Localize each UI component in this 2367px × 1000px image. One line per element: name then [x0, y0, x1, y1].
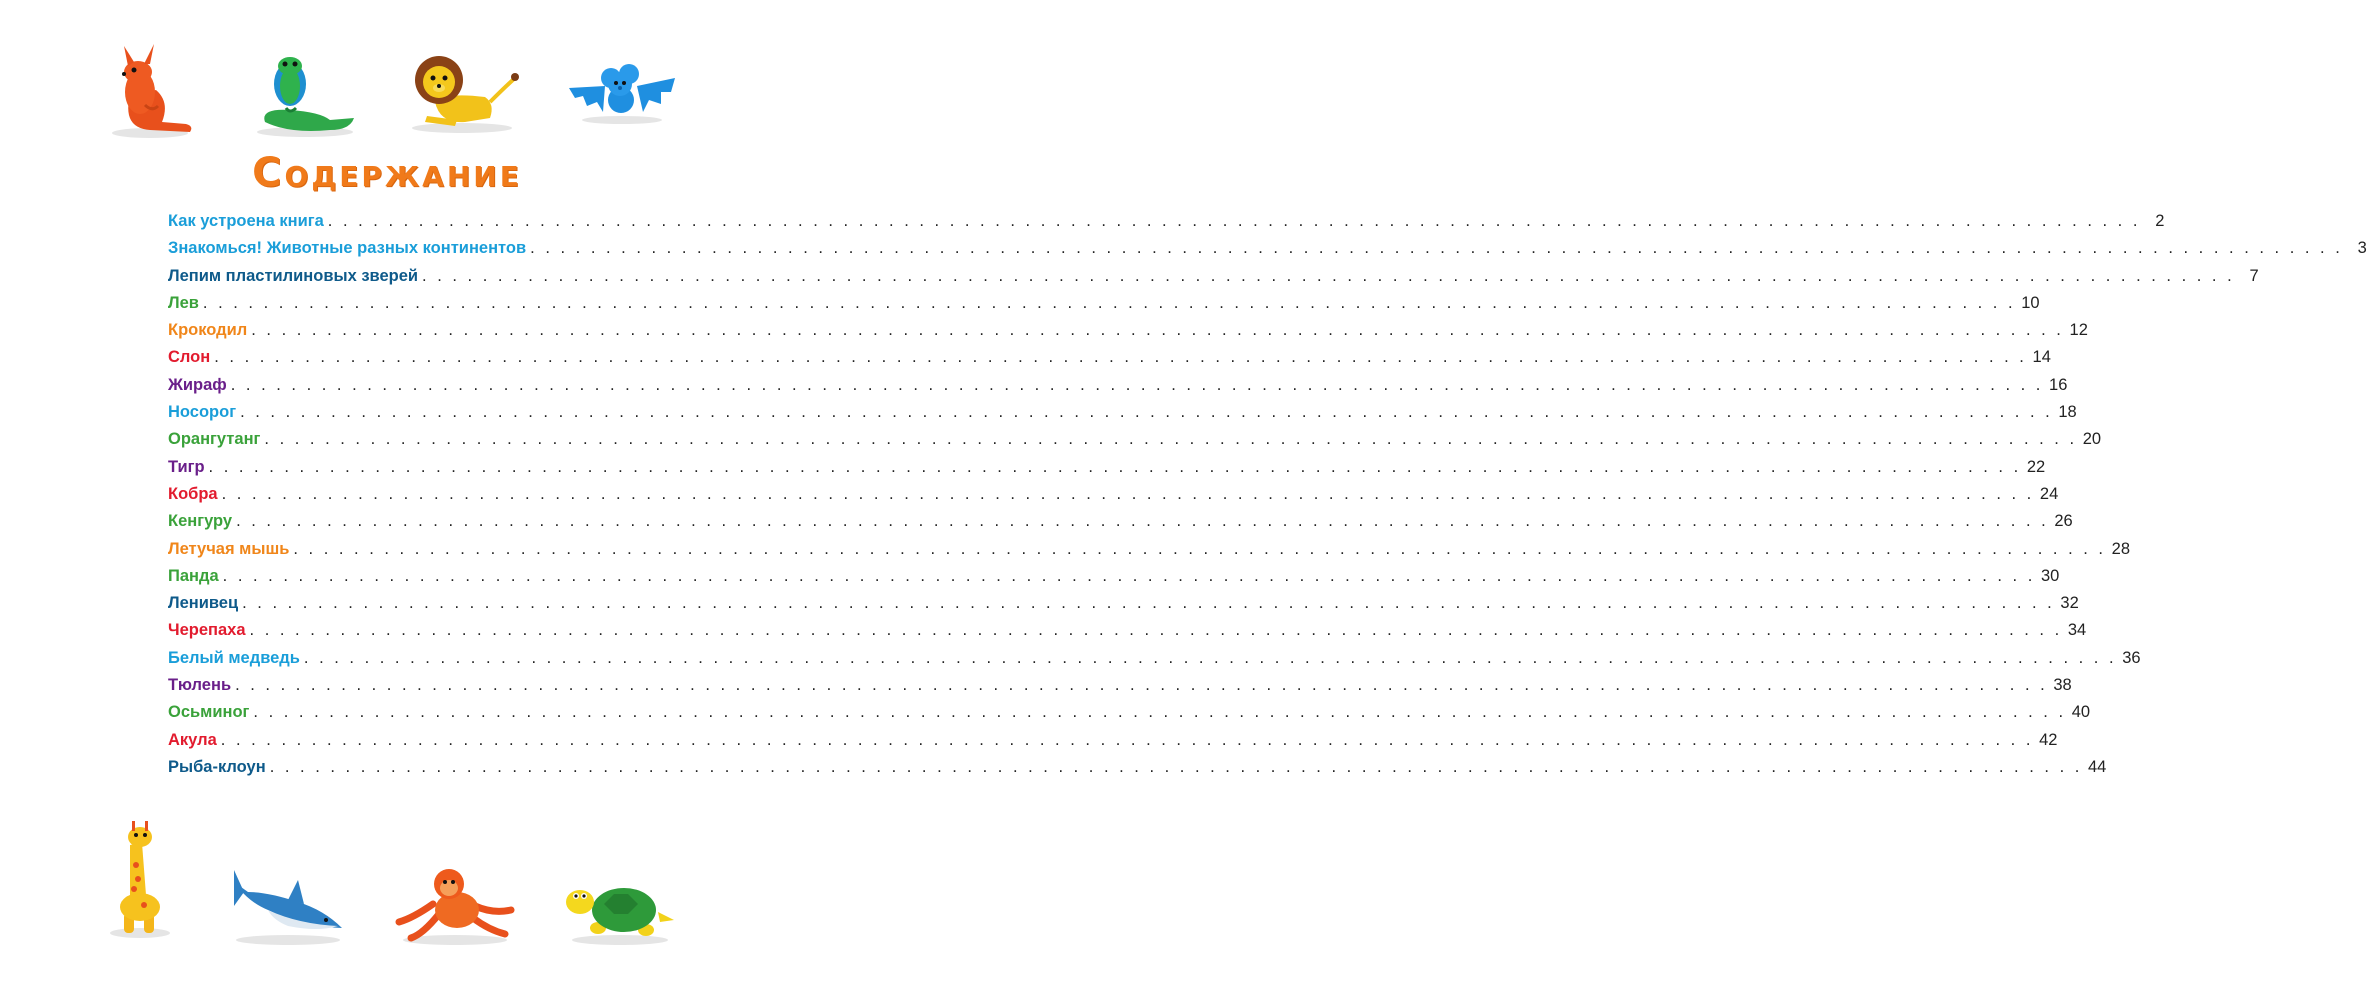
toc-entry-page: 28: [2111, 539, 2131, 558]
toc-entry-page: 2: [2155, 212, 2165, 230]
toc-entry-title: Слон: [168, 348, 211, 367]
toc-entry[interactable]: [168, 321, 2088, 348]
toc-entry[interactable]: [168, 375, 2068, 403]
toc-entry-page: 24: [2039, 484, 2059, 503]
toc-entry-page: 26: [2054, 512, 2073, 531]
toc-entry-page: 20: [2082, 430, 2102, 449]
toc-entry[interactable]: [168, 403, 2077, 430]
turtle-figure: [562, 872, 677, 947]
toc-entry-title: Кенгуру: [168, 512, 233, 531]
toc-entry[interactable]: [168, 676, 2072, 703]
toc-entry[interactable]: [168, 430, 2102, 457]
toc-entry-title: Как устроена книга: [168, 212, 324, 230]
toc-entry-page: 22: [2026, 457, 2046, 476]
toc-leader-dots: . . . . . . . . . . . . . . . . . . . . . . . . . . . . . . . . . . . . . . . . . . . . . . . . . . . . . . . . . . . . . . . . . . . . . . . . . . . . . . . . . . . . . . . . . . . . . . . . . . . . . . . . . . . . . . . . . . . . . . . .: [303, 648, 2117, 667]
toc-entry-title: Акула: [168, 730, 217, 749]
page-title: Содержание: [252, 150, 522, 196]
table-of-contents: [168, 212, 2367, 785]
toc-leader-dots: . . . . . . . . . . . . . . . . . . . . . . . . . . . . . . . . . . . . . . . . . . . . . . . . . . . . . . . . . . . . . . . . . . . . . . . . . . . . . . . . . . . . . . . . . . . . . . . . . . . . . . . . . . . . . . . . . . . . . . . .: [530, 239, 2343, 258]
toc-leader-dots: . . . . . . . . . . . . . . . . . . . . . . . . . . . . . . . . . . . . . . . . . . . . . . . . . . . . . . . . . . . . . . . . . . . . . . . . . . . . . . . . . . . . . . . . . . . . . . . . . . . . . . . . . . . . . . . . . . . . . . . .: [221, 484, 2035, 503]
toc-leader-dots: . . . . . . . . . . . . . . . . . . . . . . . . . . . . . . . . . . . . . . . . . . . . . . . . . . . . . . . . . . . . . . . . . . . . . . . . . . . . . . . . . . . . . . . . . . . . . . . . . . . . . . . . . . . . . . . . . . . . . . . .: [235, 676, 2048, 695]
toc-entry[interactable]: [168, 293, 2040, 321]
toc-leader-dots: . . . . . . . . . . . . . . . . . . . . . . . . . . . . . . . . . . . . . . . . . . . . . . . . . . . . . . . . . . . . . . . . . . . . . . . . . . . . . . . . . . . . . . . . . . . . . . . . . . . . . . . . . . . . . . . . . . . . . . . .: [327, 212, 2141, 230]
toc-leader-dots: . . . . . . . . . . . . . . . . . . . . . . . . . . . . . . . . . . . . . . . . . . . . . . . . . . . . . . . . . . . . . . . . . . . . . . . . . . . . . . . . . . . . . . . . . . . . . . . . . . . . . . . . . . . . . . . . . . . . . . . .: [230, 375, 2044, 394]
toc-entry-page: 42: [2039, 730, 2058, 749]
toc-entry[interactable]: [168, 512, 2073, 539]
toc-entry[interactable]: [168, 266, 2259, 294]
toc-entry-title: Тигр: [168, 457, 205, 476]
toc-entry[interactable]: [168, 703, 2091, 730]
toc-entry[interactable]: [168, 594, 2079, 621]
toc-entry[interactable]: [168, 457, 2046, 485]
toc-leader-dots: . . . . . . . . . . . . . . . . . . . . . . . . . . . . . . . . . . . . . . . . . . . . . . . . . . . . . . . . . . . . . . . . . . . . . . . . . . . . . . . . . . . . . . . . . . . . . . . . . . . . . . . . . . . . . . . . . . . . . . . .: [214, 348, 2027, 367]
toc-entry-title: Ленивец: [168, 594, 239, 613]
toc-entry[interactable]: [168, 239, 2367, 266]
toc-entry-title: Рыба-клоун: [168, 757, 266, 776]
shark-figure: [228, 862, 348, 947]
toc-entry-page: 32: [2060, 594, 2079, 613]
toc-entry-page: 30: [2040, 566, 2060, 585]
toc-leader-dots: . . . . . . . . . . . . . . . . . . . . . . . . . . . . . . . . . . . . . . . . . . . . . . . . . . . . . . . . . . . . . . . . . . . . . . . . . . . . . . . . . . . . . . . . . . . . . . . . . . . . . . . . . . . . . . . . . . . . . . . .: [264, 430, 2078, 449]
toc-entry-page: 16: [2049, 375, 2068, 394]
toc-entry[interactable]: [168, 539, 2131, 567]
toc-entry[interactable]: [168, 484, 2059, 512]
orangutan-figure: [393, 858, 518, 948]
toc-entry-title: Лепим пластилиновых зверей: [168, 266, 419, 285]
toc-leader-dots: . . . . . . . . . . . . . . . . . . . . . . . . . . . . . . . . . . . . . . . . . . . . . . . . . . . . . . . . . . . . . . . . . . . . . . . . . . . . . . . . . . . . . . . . . . . . . . . . . . . . . . . . . . . . . . . . . . . . . . . .: [249, 621, 2063, 640]
toc-entry-title: Панда: [168, 566, 219, 585]
toc-entry-title: Осьминог: [168, 703, 250, 722]
toc-entry-page: 7: [2249, 266, 2259, 285]
toc-leader-dots: . . . . . . . . . . . . . . . . . . . . . . . . . . . . . . . . . . . . . . . . . . . . . . . . . . . . . . . . . . . . . . . . . . . . . . . . . . . . . . . . . . . . . . . . . . . . . . . . . . . . . . . . . . . . . . . . . . . . . . . .: [222, 566, 2036, 585]
toc-entry[interactable]: [168, 212, 2165, 239]
toc-entry[interactable]: [168, 566, 2060, 594]
toc-leader-dots: . . . . . . . . . . . . . . . . . . . . . . . . . . . . . . . . . . . . . . . . . . . . . . . . . . . . . . . . . . . . . . . . . . . . . . . . . . . . . . . . . . . . . . . . . . . . . . . . . . . . . . . . . . . . . . . . . . . . . . . .: [251, 321, 2064, 340]
toc-entry-page: 40: [2071, 703, 2091, 722]
toc-entry-page: 36: [2122, 648, 2141, 667]
toc-entry[interactable]: [168, 648, 2141, 676]
toc-entry-title: Лев: [168, 293, 199, 312]
toc-leader-dots: . . . . . . . . . . . . . . . . . . . . . . . . . . . . . . . . . . . . . . . . . . . . . . . . . . . . . . . . . . . . . . . . . . . . . . . . . . . . . . . . . . . . . . . . . . . . . . . . . . . . . . . . . . . . . . . . . . . . . . . .: [236, 512, 2049, 531]
toc-entry-title: Черепаха: [168, 621, 246, 640]
toc-entry[interactable]: [168, 757, 2107, 785]
toc-entry-page: 18: [2058, 403, 2077, 422]
toc-entry[interactable]: [168, 730, 2058, 758]
toc-entry-title: Знакомься! Животные разных континентов: [168, 239, 527, 258]
toc-leader-dots: . . . . . . . . . . . . . . . . . . . . . . . . . . . . . . . . . . . . . . . . . . . . . . . . . . . . . . . . . . . . . . . . . . . . . . . . . . . . . . . . . . . . . . . . . . . . . . . . . . . . . . . . . . . . . . . . . . . . . . . .: [220, 730, 2034, 749]
toc-leader-dots: . . . . . . . . . . . . . . . . . . . . . . . . . . . . . . . . . . . . . . . . . . . . . . . . . . . . . . . . . . . . . . . . . . . . . . . . . . . . . . . . . . . . . . . . . . . . . . . . . . . . . . . . . . . . . . . . . . . . . . . .: [269, 757, 2083, 776]
toc-entry[interactable]: [168, 621, 2087, 648]
toc-entry-title: Летучая мышь: [168, 539, 290, 558]
toc-entry-title: Носорог: [168, 403, 237, 422]
toc-entry-page: 10: [2021, 293, 2040, 312]
toc-entry-page: 12: [2069, 321, 2088, 340]
toc-entry-page: 14: [2032, 348, 2051, 367]
lion-figure: [405, 42, 520, 137]
toc-entry-title: Орангутанг: [168, 430, 261, 449]
toc-entry-title: Тюлень: [168, 676, 232, 695]
toc-leader-dots: . . . . . . . . . . . . . . . . . . . . . . . . . . . . . . . . . . . . . . . . . . . . . . . . . . . . . . . . . . . . . . . . . . . . . . . . . . . . . . . . . . . . . . . . . . . . . . . . . . . . . . . . . . . . . . . . . . . . . . . .: [242, 594, 2055, 613]
toc-leader-dots: . . . . . . . . . . . . . . . . . . . . . . . . . . . . . . . . . . . . . . . . . . . . . . . . . . . . . . . . . . . . . . . . . . . . . . . . . . . . . . . . . . . . . . . . . . . . . . . . . . . . . . . . . . . . . . . . . . . . . . . .: [240, 403, 2053, 422]
toc-leader-dots: . . . . . . . . . . . . . . . . . . . . . . . . . . . . . . . . . . . . . . . . . . . . . . . . . . . . . . . . . . . . . . . . . . . . . . . . . . . . . . . . . . . . . . . . . . . . . . . . . . . . . . . . . . . . . . . . . . . . . . . .: [253, 703, 2067, 722]
toc-leader-dots: . . . . . . . . . . . . . . . . . . . . . . . . . . . . . . . . . . . . . . . . . . . . . . . . . . . . . . . . . . . . . . . . . . . . . . . . . . . . . . . . . . . . . . . . . . . . . . . . . . . . . . . . . . . . . . . . . . . . . . . .: [293, 539, 2107, 558]
toc-entry-page: 44: [2087, 757, 2107, 776]
toc-entry-title: Белый медведь: [168, 648, 300, 667]
kangaroo-figure: [100, 40, 200, 140]
cobra-figure: [250, 50, 360, 140]
toc-entry-page: 3: [2357, 239, 2367, 258]
toc-entry-page: 34: [2067, 621, 2087, 640]
toc-entry-title: Кобра: [168, 484, 218, 503]
toc-leader-dots: . . . . . . . . . . . . . . . . . . . . . . . . . . . . . . . . . . . . . . . . . . . . . . . . . . . . . . . . . . . . . . . . . . . . . . . . . . . . . . . . . . . . . . . . . . . . . . . . . . . . . . . . . . . . . . . . . . . . . . . .: [208, 457, 2022, 476]
bat-figure: [565, 48, 680, 128]
giraffe-figure: [100, 815, 180, 940]
toc-entry[interactable]: [168, 348, 2051, 375]
toc-leader-dots: . . . . . . . . . . . . . . . . . . . . . . . . . . . . . . . . . . . . . . . . . . . . . . . . . . . . . . . . . . . . . . . . . . . . . . . . . . . . . . . . . . . . . . . . . . . . . . . . . . . . . . . . . . . . . . . . . . . . . . . .: [202, 293, 2016, 312]
toc-leader-dots: . . . . . . . . . . . . . . . . . . . . . . . . . . . . . . . . . . . . . . . . . . . . . . . . . . . . . . . . . . . . . . . . . . . . . . . . . . . . . . . . . . . . . . . . . . . . . . . . . . . . . . . . . . . . . . . . . . . . . . . .: [422, 266, 2235, 285]
toc-entry-title: Крокодил: [168, 321, 248, 340]
toc-entry-page: 38: [2053, 676, 2072, 695]
toc-entry-title: Жираф: [168, 375, 227, 394]
